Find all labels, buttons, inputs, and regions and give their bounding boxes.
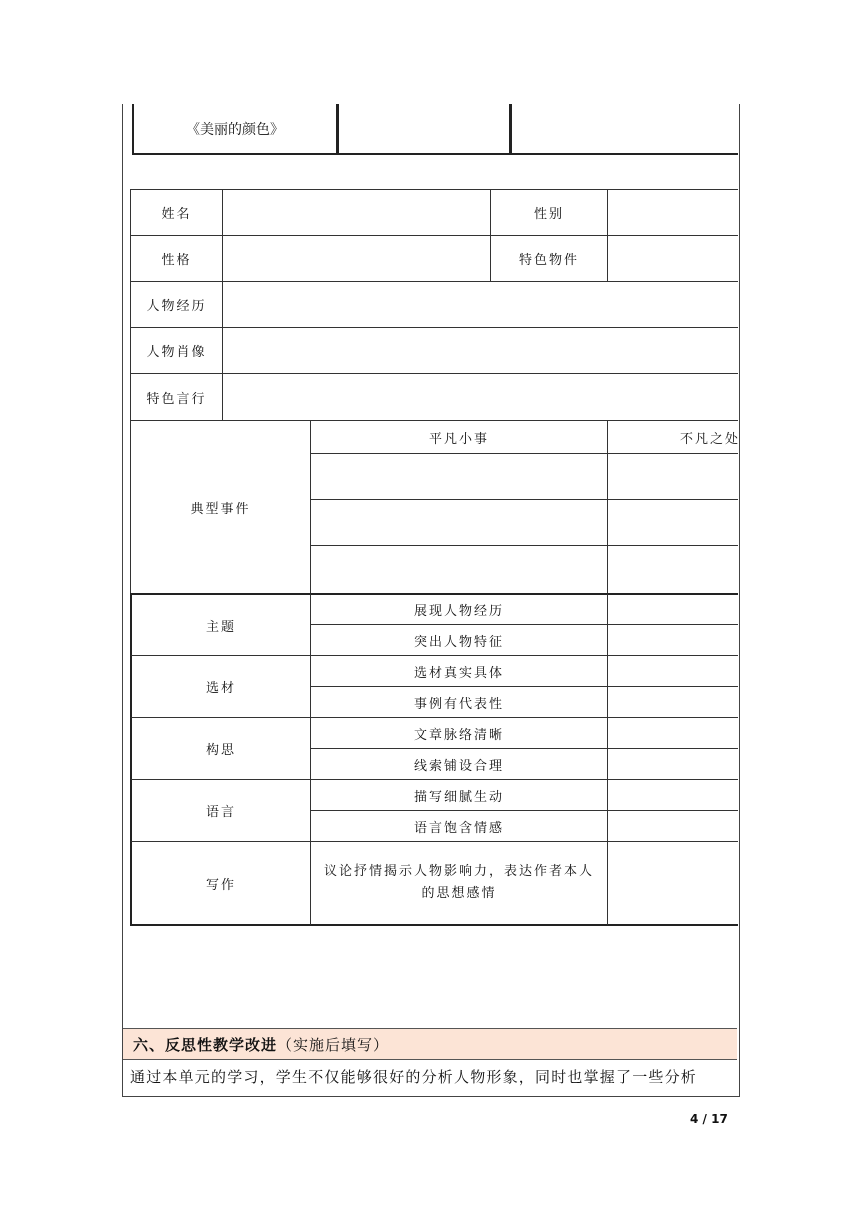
writing-score [607, 841, 738, 926]
material-item-2-cell [310, 686, 608, 718]
event-ordinary-1 [310, 453, 608, 500]
material-item-1: 选材真实具体 [413, 665, 504, 681]
event-extraordinary-3 [607, 545, 738, 594]
material-label-cell [130, 655, 311, 718]
theme-item-2-cell [310, 624, 608, 656]
theme-score-1 [607, 593, 738, 625]
theme-item-1: 展现人物经历 [413, 604, 504, 619]
speech-label-cell [130, 373, 223, 421]
speech-value-cell [222, 373, 738, 421]
section6-note: （实施后填写） [277, 1035, 390, 1054]
structure-item-2: 线索铺设合理 [413, 758, 504, 774]
events-label-cell [130, 420, 311, 594]
material-label: 选材 [205, 681, 236, 696]
personality-label-cell [130, 235, 223, 282]
item-label: 特色物件 [518, 253, 579, 268]
event-extraordinary-2 [607, 499, 738, 546]
material-item-1-cell [310, 655, 608, 687]
event-extraordinary-1 [607, 453, 738, 500]
language-label: 语言 [205, 805, 236, 820]
personality-label: 性格 [161, 253, 192, 268]
structure-item-1: 文章脉络清晰 [413, 727, 504, 743]
ordinary-header: 平凡小事 [428, 431, 489, 447]
theme-item-1-cell [310, 593, 608, 625]
top-empty-cell-1 [337, 104, 511, 155]
language-item-1: 描写细腻生动 [413, 789, 504, 805]
writing-label-cell [130, 841, 311, 926]
extraordinary-header-cell [607, 420, 738, 454]
theme-item-2: 突出人物特征 [413, 634, 504, 650]
name-label: 姓名 [161, 207, 192, 222]
section6-heading-bar [123, 1028, 737, 1060]
portrait-label: 人物肖像 [146, 345, 207, 360]
speech-label: 特色言行 [146, 391, 207, 407]
events-label: 典型事件 [190, 501, 251, 517]
book-title: 《美丽的颜色》 [186, 121, 284, 138]
language-score-2 [607, 810, 738, 842]
language-label-cell [130, 779, 311, 842]
writing-item-cell [310, 841, 608, 926]
item-label-cell [490, 235, 608, 282]
theme-label-cell [130, 593, 311, 656]
gender-label: 性别 [533, 207, 564, 222]
page-number: 4 / 17 [690, 1112, 728, 1126]
structure-label-cell [130, 717, 311, 780]
material-score-2 [607, 686, 738, 718]
portrait-value-cell [222, 327, 738, 374]
language-score-1 [607, 779, 738, 811]
book-title-cell [132, 104, 338, 155]
language-item-2: 语言饱含情感 [413, 820, 504, 836]
name-label-cell [130, 189, 223, 236]
section6-heading: 六、反思性教学改进 [133, 1035, 278, 1054]
item-value-cell [607, 235, 738, 282]
language-item-2-cell [310, 810, 608, 842]
language-item-1-cell [310, 779, 608, 811]
theme-score-2 [607, 624, 738, 656]
writing-label: 写作 [205, 877, 236, 893]
structure-item-2-cell [310, 748, 608, 780]
top-empty-cell-2 [510, 104, 738, 155]
gender-value-cell [607, 189, 738, 236]
ordinary-header-cell [310, 420, 608, 454]
name-value-cell [222, 189, 491, 236]
portrait-label-cell [130, 327, 223, 374]
personality-value-cell [222, 235, 491, 282]
theme-label: 主题 [205, 619, 236, 635]
structure-score-1 [607, 717, 738, 749]
section6-body: 通过本单元的学习，学生不仅能够很好的分析人物形象，同时也掌握了一些分析 [130, 1068, 698, 1086]
structure-label: 构思 [205, 743, 236, 758]
writing-item: 议论抒情揭示人物影响力，表达作者本人的思想感情 [323, 864, 594, 901]
event-ordinary-3 [310, 545, 608, 594]
structure-score-2 [607, 748, 738, 780]
structure-item-1-cell [310, 717, 608, 749]
experience-value-cell [222, 281, 738, 328]
experience-label: 人物经历 [146, 299, 207, 314]
gender-label-cell [490, 189, 608, 236]
material-score-1 [607, 655, 738, 687]
event-ordinary-2 [310, 499, 608, 546]
material-item-2: 事例有代表性 [413, 696, 504, 712]
extraordinary-header: 不凡之处 [679, 431, 740, 447]
experience-label-cell [130, 281, 223, 328]
